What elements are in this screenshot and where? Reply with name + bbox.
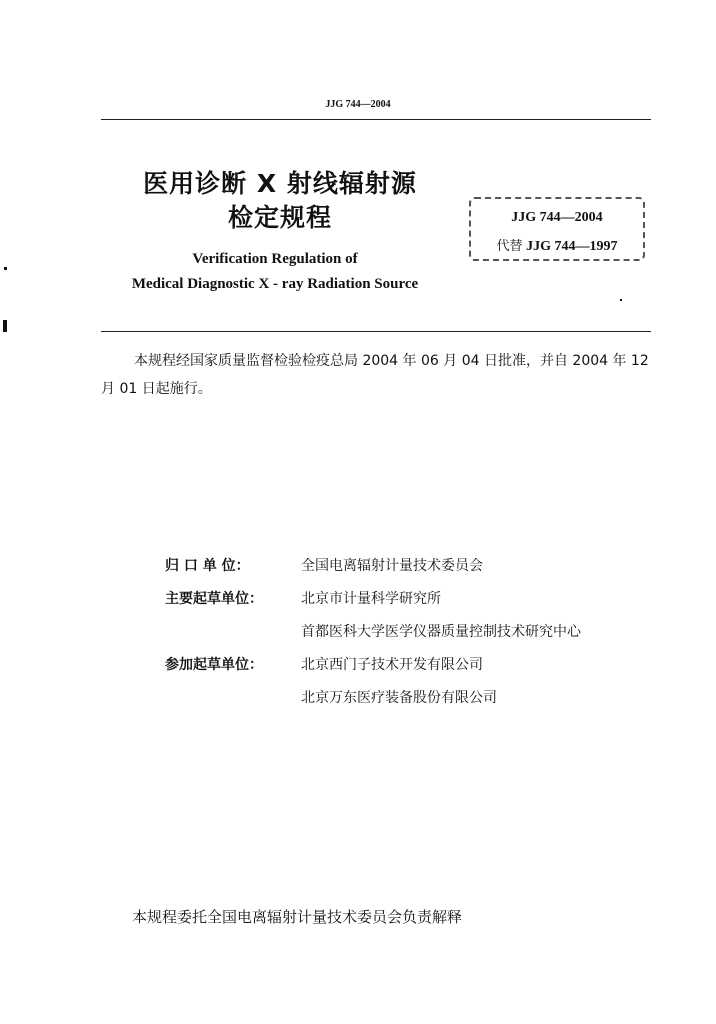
interpretation-note: 本规程委托全国电离辐射计量技术委员会负责解释 xyxy=(132,908,463,926)
title-english-line2: Medical Diagnostic X - ray Radiation Source xyxy=(131,276,419,292)
org-responsible-unit: 全国电离辐射计量技术委员会 xyxy=(301,558,483,574)
title-rule xyxy=(101,331,651,332)
replaces-label: 代替 xyxy=(496,239,523,254)
org-main-drafting-unit-1: 北京市计量科学研究所 xyxy=(301,591,441,607)
org-main-drafting-unit-2: 首都医科大学医学仪器质量控制技术研究中心 xyxy=(301,624,581,640)
page-header-code: JJG 744—2004 xyxy=(325,99,391,110)
title-chinese-line1: 医用诊断 X 射线辐射源 xyxy=(143,169,417,198)
replaces-code-line xyxy=(471,235,643,255)
title-chinese-line2: 检定规程 xyxy=(227,203,332,232)
approval-statement: 本规程经国家质量监督检验检疫总局 2004 年 06 月 04 日批准，并自 2004 年 12 月 01 日起施行。 xyxy=(101,353,649,397)
scan-speck xyxy=(4,267,7,270)
replaced-code: JJG 744—1997 xyxy=(526,239,618,254)
org-participating-unit-1: 北京西门子技术开发有限公司 xyxy=(301,657,483,673)
title-english-line1: Verification Regulation of xyxy=(192,251,358,267)
scan-speck xyxy=(620,299,622,301)
org-participating-unit-2: 北京万东医疗装备股份有限公司 xyxy=(301,690,497,706)
header-rule xyxy=(101,119,651,120)
current-code: JJG 744—2004 xyxy=(511,210,603,225)
org-label-participating: 参加起草单位： xyxy=(165,657,263,673)
scan-speck xyxy=(3,320,7,332)
regulation-code-box xyxy=(469,197,645,261)
org-label-responsible: 归 口 单 位： xyxy=(165,558,250,574)
org-label-main-drafting: 主要起草单位： xyxy=(165,591,263,607)
